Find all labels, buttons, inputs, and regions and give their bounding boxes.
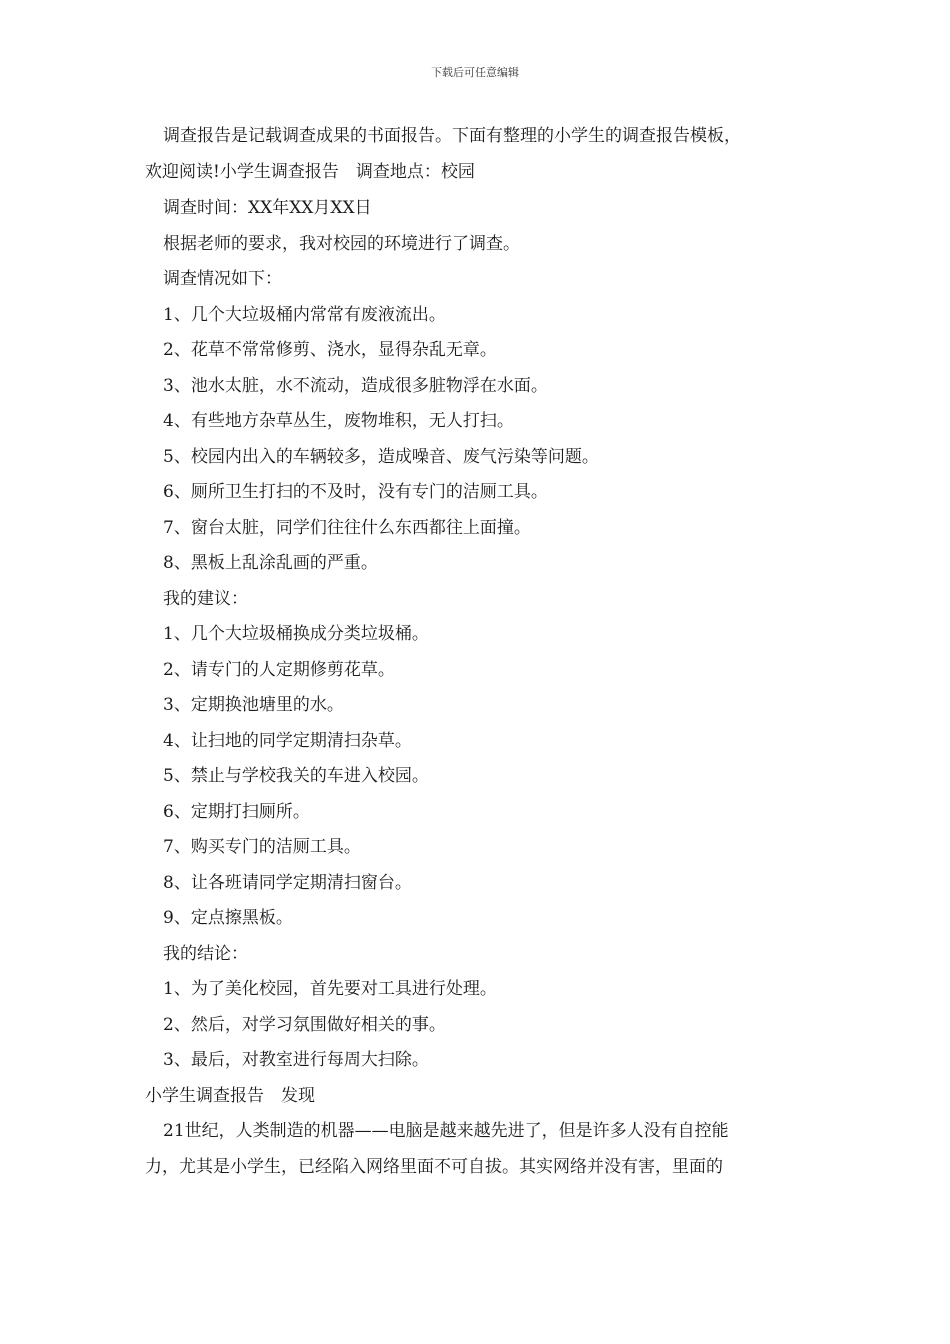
list-item: 3、最后，对教室进行每周大扫除。 — [163, 1050, 429, 1070]
intro-line: 调查报告是记载调查成果的书面报告。下面有整理的小学生的调查报告模板， — [163, 126, 741, 146]
list-item: 4、有些地方杂草丛生，废物堆积，无人打扫。 — [163, 411, 514, 431]
list-item: 6、定期打扫厕所。 — [163, 801, 310, 822]
paragraph: 21世纪，人类制造的机器——电脑是越来越先进了，但是许多人没有自控能 — [163, 1121, 729, 1141]
section-heading-suggestions: 我的建议： — [163, 588, 248, 609]
list-item: 3、池水太脏，水不流动，造成很多脏物浮在水面。 — [163, 375, 548, 396]
list-item: 5、禁止与学校我关的车进入校园。 — [163, 766, 429, 786]
list-item: 8、让各班请同学定期清扫窗台。 — [163, 872, 412, 893]
document-body — [145, 118, 815, 1185]
list-item: 3、定期换池塘里的水。 — [163, 695, 344, 715]
paragraph: 根据老师的要求，我对校园的环境进行了调查。 — [163, 233, 520, 254]
list-item: 1、几个大垃圾桶换成分类垃圾桶。 — [163, 624, 429, 644]
list-item: 2、请专门的人定期修剪花草。 — [163, 659, 395, 680]
list-item: 7、购买专门的洁厕工具。 — [163, 837, 361, 857]
paragraph-continued: 力，尤其是小学生，已经陷入网络里面不可自拔。其实网络并没有害，里面的 — [145, 1157, 723, 1177]
list-item: 5、校园内出入的车辆较多，造成噪音、废气污染等问题。 — [163, 446, 599, 467]
list-item: 9、定点擦黑板。 — [163, 908, 293, 928]
second-report-heading: 小学生调查报告 发现 — [145, 1085, 315, 1106]
list-item: 2、花草不常常修剪、浇水，显得杂乱无章。 — [163, 340, 497, 360]
list-item: 4、让扫地的同学定期清扫杂草。 — [163, 730, 412, 751]
survey-time: 调查时间：XX年XX月XX日 — [163, 198, 372, 218]
section-heading-findings: 调查情况如下： — [163, 269, 282, 289]
list-item: 8、黑板上乱涂乱画的严重。 — [163, 553, 378, 573]
list-item: 7、窗台太脏，同学们往往什么东西都往上面撞。 — [163, 517, 531, 538]
page-header: 下载后可任意编辑 — [431, 66, 519, 79]
section-heading-conclusions: 我的结论： — [163, 943, 248, 964]
list-item: 2、然后，对学习氛围做好相关的事。 — [163, 1014, 446, 1035]
list-item: 1、为了美化校园，首先要对工具进行处理。 — [163, 979, 497, 999]
list-item: 1、几个大垃圾桶内常常有废液流出。 — [163, 304, 446, 325]
intro-line-continued: 欢迎阅读!小学生调查报告 调查地点：校园 — [145, 162, 475, 182]
list-item: 6、厕所卫生打扫的不及时，没有专门的洁厕工具。 — [163, 482, 548, 502]
